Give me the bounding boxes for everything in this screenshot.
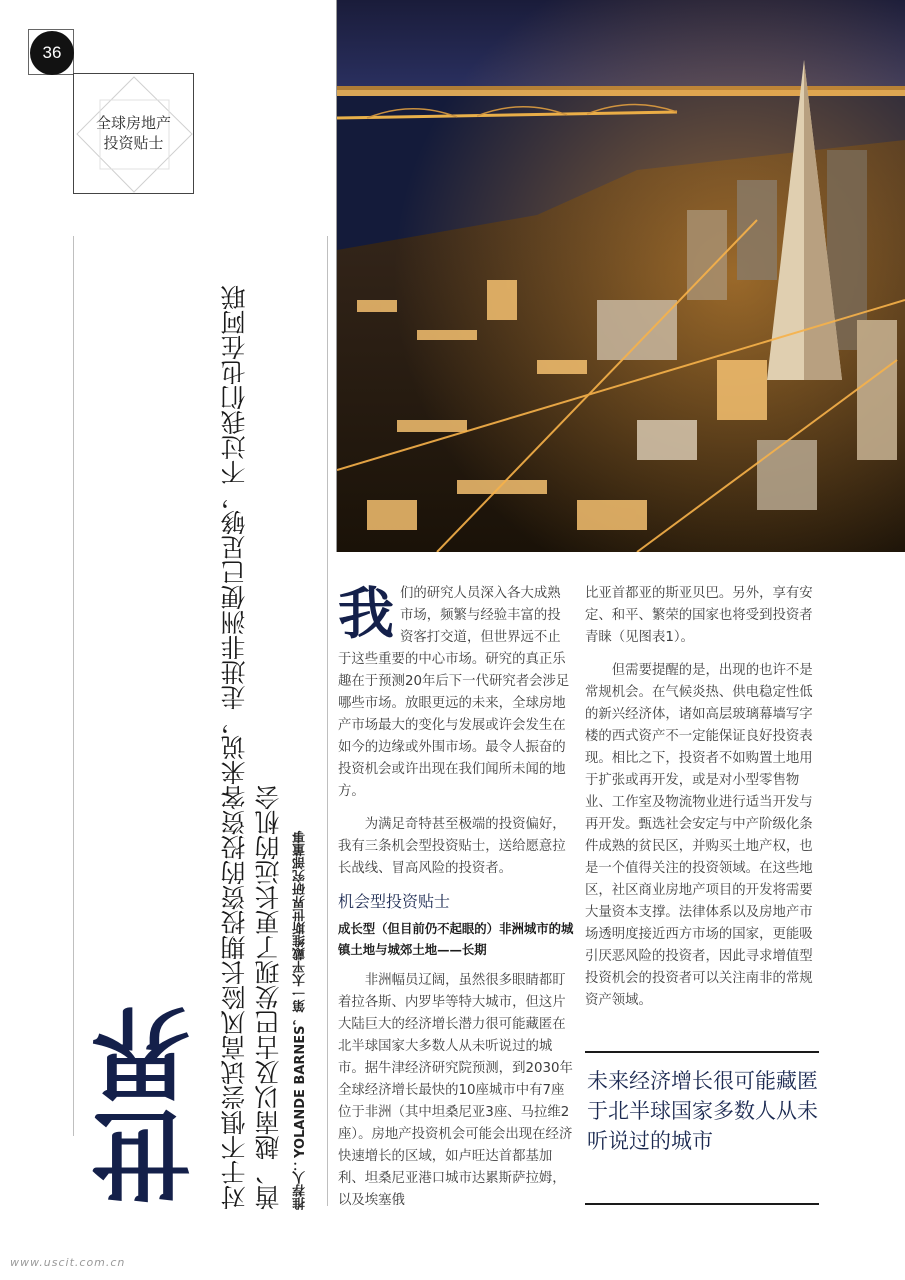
pull-quote: 未来经济增长很可能藏匿于北半球国家多数人从未听说过的城市	[587, 1069, 818, 1153]
left-divider	[73, 236, 74, 1136]
section-subheading: 成长型（但目前仍不起眼的）非洲城市的城镇土地与城郊土地——长期	[338, 921, 574, 957]
page-number: 36	[30, 31, 74, 75]
article-paragraph-3: 非洲幅员辽阔，虽然很多眼睛都盯着拉各斯、内罗毕等特大城市，但这片大陆巨大的经济增长潜力很可能藏匿在北半球国家大多数人从未听说过的城市。据牛津经济研究院预测，到2030年全球经济增长最快的10座城市中有7座位于非洲（其中坦桑尼亚3座、马拉维2座）。房地产投资机会可能会出现在经济快速增长的区域，如卢旺达首都基加利、坦桑尼亚港口城市达累斯萨拉姆，以及埃塞俄	[338, 973, 573, 1208]
headline-subtitle-line2: 酋、越南以及古巴发现了更长远的机会	[254, 785, 283, 1210]
article-paragraph-4: 比亚首都亚的斯亚贝巴。另外，享有安定、和平、繁荣的国家也将受到投资者青睐（见图表1）。	[585, 586, 813, 645]
article-paragraph-1	[338, 583, 574, 803]
byline: 推荐人：YOLANDE BARNES，第一太平戴维斯世界研究部董事	[293, 830, 308, 1210]
watermark: www.uscit.com.cn	[10, 1256, 126, 1269]
section-heading: 机会型投资贴士	[338, 892, 451, 911]
article-column-1	[338, 583, 574, 1212]
city-night-photo	[337, 0, 905, 552]
column-badge-line2: 投资贴士	[103, 134, 164, 152]
pull-quote-top-rule	[585, 1051, 819, 1053]
headline-subtitle-line1: 对于不惧尝试高风险长期投资的投资客来说，走进非洲便已足够，不过我们也在阿联	[220, 285, 249, 1210]
drop-cap: 我	[338, 582, 394, 647]
headline-big: 世界	[91, 1005, 208, 1205]
article-paragraph-5: 但需要提醒的是，出现的也许不是常规机会。在气候炎热、供电稳定性低的新兴经济体，诸如高层玻璃幕墙写字楼的西式资产不一定能保证良好投资表现。相比之下，投资者不如购置土地用于扩张或再开发，或是对小型零售物业、工作室及物流物业进行适当开发与再开发。甄选社会安定与中产阶级化条件成熟的贫民区，并购买土地产权，也是一个值得关注的投资领域。在这些地区，社区商业房地产项目的开发将需要大量资本支撑。法律体系以及房地产市场透明度接近西方市场的国家，更能吸引厌恶风险的投资者，因此寻求增值型投资机会的投资者可以关注南非的常规资产领域。	[585, 663, 813, 1008]
pull-quote-bottom-rule	[585, 1203, 819, 1205]
article-column-2	[585, 583, 821, 1012]
article-paragraph-1-text: 们的研究人员深入各大成熟市场，频繁与经验丰富的投资客打交道，但世界远不止于这些重要的中心市场。研究的真正乐趣在于预测20年后下一代研究者会涉足哪些市场。放眼更远的未来，全球房地产市场最大的变化与发展或许会发生在如今的边缘或外围市场。最令人振奋的投资机会或许出现在我们闻所未闻的地方。	[338, 586, 570, 799]
column-badge-label	[73, 113, 194, 153]
article-paragraph-2: 为满足奇特甚至极端的投资偏好，我有三条机会型投资贴士，送给愿意拉长战线、冒高风险的投资者。	[338, 817, 566, 876]
headline-divider	[327, 236, 328, 1206]
column-badge-line1: 全球房地产	[95, 114, 171, 132]
